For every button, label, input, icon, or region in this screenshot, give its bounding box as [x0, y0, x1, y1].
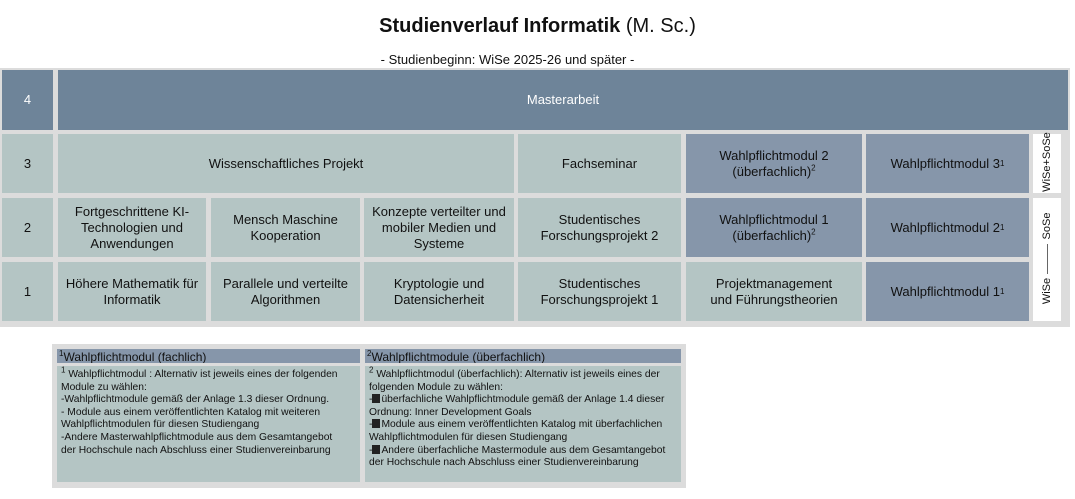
module-konzepte-verteilter-medien: Konzepte verteilter und mobiler Medien und Systeme — [364, 198, 514, 257]
title-suffix: (M. Sc.) — [625, 15, 696, 37]
footnote-2-body: $^2$ Wahlpflichtmodul (überfachlich): Alternativ ist jeweils eines der folgenden Module zu wählen: - überfachliche Wahlpflichtmodule gemäß der Anlage 1.4 dieser Ordnung: Inner Development Goals - Module aus einem veröffentlichten Katalog mit überfachlichen Wahlpflichtmodulen für diesen Studiengang - Andere überfachliche Mastermodule aus dem Gesamtangebot der Hochschule nach Abschluss einer Studienvereinbarung — [365, 366, 681, 482]
module-wahlpflichtmodul-3: Wahlpflichtmodul 3 1 — [866, 134, 1029, 193]
module-mensch-maschine-kooperation: Mensch Maschine Kooperation — [211, 198, 360, 257]
module-wahlpflichtmodul-2: Wahlpflichtmodul 2 1 — [866, 198, 1029, 257]
module-wahlpflichtmodul-1-ueberfachlich: Wahlpflichtmodul 1 (überfachlich)$^2$ — [686, 198, 862, 257]
module-parallele-algorithmen: Parallele und verteilte Algorithmen — [211, 262, 360, 321]
module-wissenschaftliches-projekt: Wissenschaftliches Projekt — [58, 134, 514, 193]
page-title — [0, 15, 1075, 38]
footnotes-box — [52, 344, 686, 488]
semester-number-1: 1 — [2, 262, 53, 321]
module-wahlpflichtmodul-1: Wahlpflichtmodul 1 1 — [866, 262, 1029, 321]
semester-number-3: 3 — [2, 134, 53, 193]
footnote-1-body: $^1$ Wahlpflichtmodul : Alternativ ist jeweils eines der folgenden Module zu wählen: -Wahlpflichtmodule gemäß der Anlage 1.3 dieser Ordnung. - Module aus einem veröffentlichten Katalog mit weiteren Wahlpflichtmodulen für diesen Studiengang -Andere Masterwahlpflichtmodule aus dem Gesamtangebot der Hochschule nach Abschluss einer Studienvereinbarung — [57, 366, 360, 482]
semester-number-2: 2 — [2, 198, 53, 257]
module-fortgeschrittene-ki: Fortgeschrittene KI- Technologien und Anwendungen — [58, 198, 206, 257]
module-forschungsprojekt-1: Studentisches Forschungsprojekt 1 — [518, 262, 681, 321]
footnote-ref: 2 — [811, 227, 816, 237]
footnote-2-heading: $^2$Wahlpflichtmodule (überfachlich) — [365, 349, 681, 363]
wpm2-line1: Wahlpflichtmodul 2 — [719, 147, 829, 163]
semester-number-4: 4 — [2, 70, 53, 130]
bullet-box-icon — [372, 445, 380, 454]
module-forschungsprojekt-2: Studentisches Forschungsprojekt 2 — [518, 198, 681, 257]
page-subtitle: - Studienbeginn: WiSe 2025-26 und später - — [380, 52, 635, 67]
bullet-box-icon — [372, 419, 380, 428]
title-main: Studienverlauf Informatik — [379, 15, 621, 37]
module-fachseminar: Fachseminar — [518, 134, 681, 193]
semester-sose: SoSe — [1041, 212, 1053, 240]
bullet-box-icon — [372, 394, 380, 403]
semester-label-sose-wise — [1033, 198, 1061, 321]
footnote-1-heading: $^1$Wahlpflichtmodul (fachlich) — [57, 349, 360, 363]
module-kryptologie: Kryptologie und Datensicherheit — [364, 262, 514, 321]
wpm2-line2: (überfachlich)$^2$ — [732, 163, 816, 179]
study-plan-grid — [0, 68, 1070, 327]
semester-wise: WiSe — [1041, 277, 1053, 305]
semester-label-wise-sose: WiSe+SoSe — [1033, 134, 1061, 193]
module-projektmanagement: Projektmanagement und Führungstheorien — [686, 262, 862, 321]
module-masterarbeit: Masterarbeit — [58, 70, 1068, 130]
footnote-ref: 2 — [811, 163, 816, 173]
module-hoehere-mathematik: Höhere Mathematik für Informatik — [58, 262, 206, 321]
module-wahlpflichtmodul-2-ueberfachlich — [686, 134, 862, 193]
